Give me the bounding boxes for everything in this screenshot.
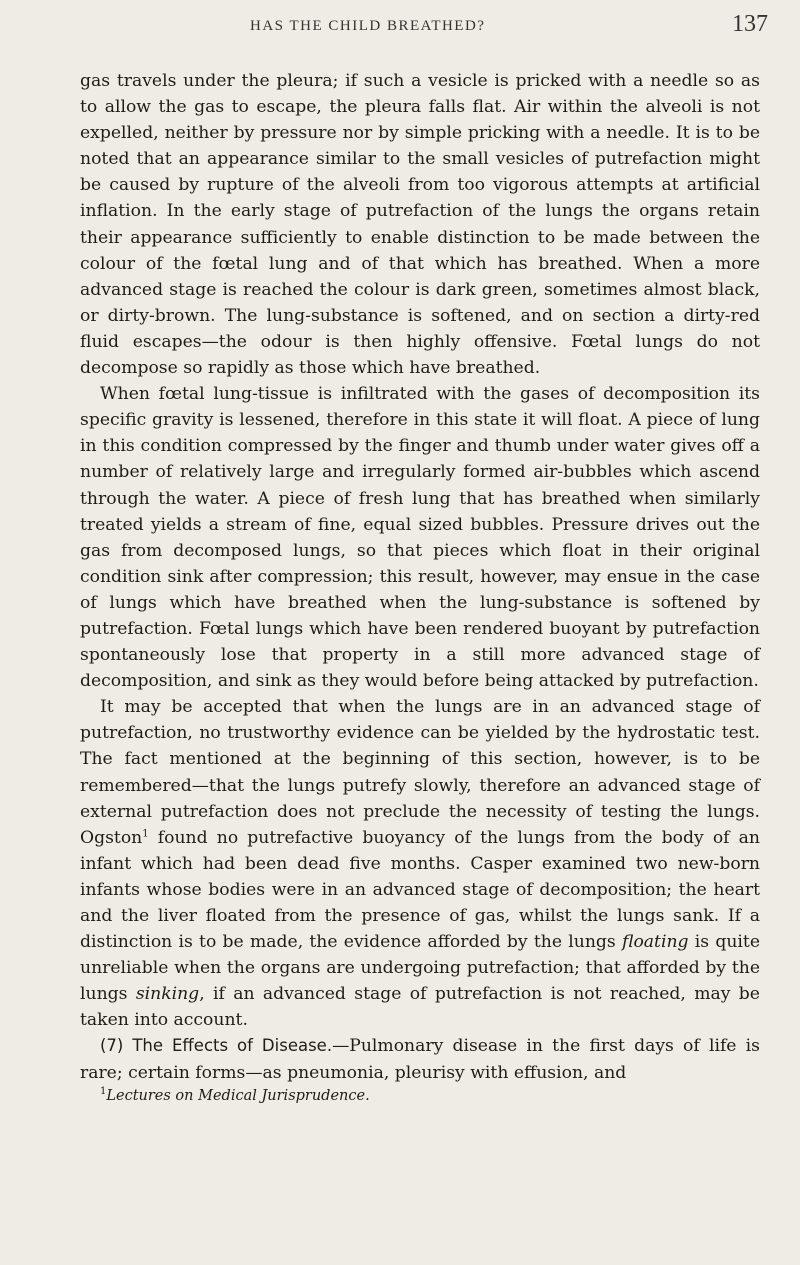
- paragraph-4: [80, 1033, 760, 1085]
- paragraph-3-part-d: , if an advanced stage of putrefaction is not reached, may be taken into account.: [80, 984, 760, 1031]
- paragraph-1: gas travels under the pleura; if such a vesicle is pricked with a needle so as to allow the gas to escape, the pleura falls flat. Air within the alveoli is not expelled, neither by pressure nor by simple pricking with a needle. It is to be noted that an appearance similar to the small vesicles of putrefaction might be caused by rupture of the alveoli from too vigorous attempts at artificial inflation. In the early stage of putrefaction of the lungs the organs retain their appearance sufficiently to enable distinction to be made between the colour of the fœtal lung and of that which has breathed. When a more advanced stage is reached the colour is dark green, sometimes almost black, or dirty-brown. The lung-substance is softened, and on section a dirty-red fluid escapes—the odour is then highly offensive. Fœtal lungs do not decompose so rapidly as those which have breathed.: [80, 71, 760, 379]
- paragraph-4-text: —Pulmonary disease in the first days of life is rare; certain forms—as pneumonia, pleurisy with effusion, and: [80, 1036, 760, 1083]
- running-head: HAS THE CHILD BREATHED?: [250, 18, 486, 34]
- paragraph-3-part-a: It may be accepted that when the lungs are in an advanced stage of putrefaction, no trustworthy evidence can be yielded by the hydrostatic test. The fact mentioned at the beginning of this section, however, is to be remembered—that the lungs putrefy slowly, therefore an advanced stage of external putrefaction does not preclude the necessity of testing the lungs. Ogston: [80, 697, 760, 848]
- paragraph-2: When fœtal lung-tissue is infiltrated with the gases of decomposition its specific gravity is lessened, therefore in this state it will float. A piece of lung in this condition compressed by the finger and thumb under water gives off a number of relatively large and irregularly formed air-bubbles which ascend through the water. A piece of fresh lung that has breathed when similarly treated yields a stream of fine, equal sized bubbles. Pressure drives out the gas from decomposed lungs, so that pieces which float in their original condition sink after compression; this result, however, may ensue in the case of lungs which have breathed when the lung-substance is softened by putrefaction. Fœtal lungs which have been rendered buoyant by putrefaction spontaneously lose that property in a still more advanced stage of decomposition, and sink as they would before being attacked by putrefaction.: [80, 384, 760, 692]
- section-heading: (7) The Effects of Disease.: [100, 1036, 333, 1056]
- footnote-reference: 1: [142, 827, 149, 839]
- emphasis-floating: floating: [621, 932, 689, 953]
- paragraph-3: [80, 694, 760, 1033]
- paragraph-3-part-b: found no putrefactive buoyancy of the lungs from the body of an infant which had been dead five months. Casper examined two new-born infants whose bodies were in an advanced stage of decomposition; the heart and the liver floated from the presence of gas, whilst the lungs sank. If a distinction is to be made, the evidence afforded by the lungs: [80, 827, 760, 953]
- footnote: [80, 1086, 760, 1106]
- page-header: [70, 2, 770, 50]
- body-text: [80, 68, 760, 1106]
- emphasis-sinking: sinking: [135, 984, 200, 1005]
- paragraph-3-part-c: is quite unreliable when the organs are undergoing putrefaction; that afforded by the lungs: [80, 932, 760, 1005]
- footnote-text: Lectures on Medical Jurisprudence.: [106, 1087, 370, 1104]
- footnote-marker: 1: [100, 1085, 107, 1097]
- page-number: 137: [732, 11, 768, 37]
